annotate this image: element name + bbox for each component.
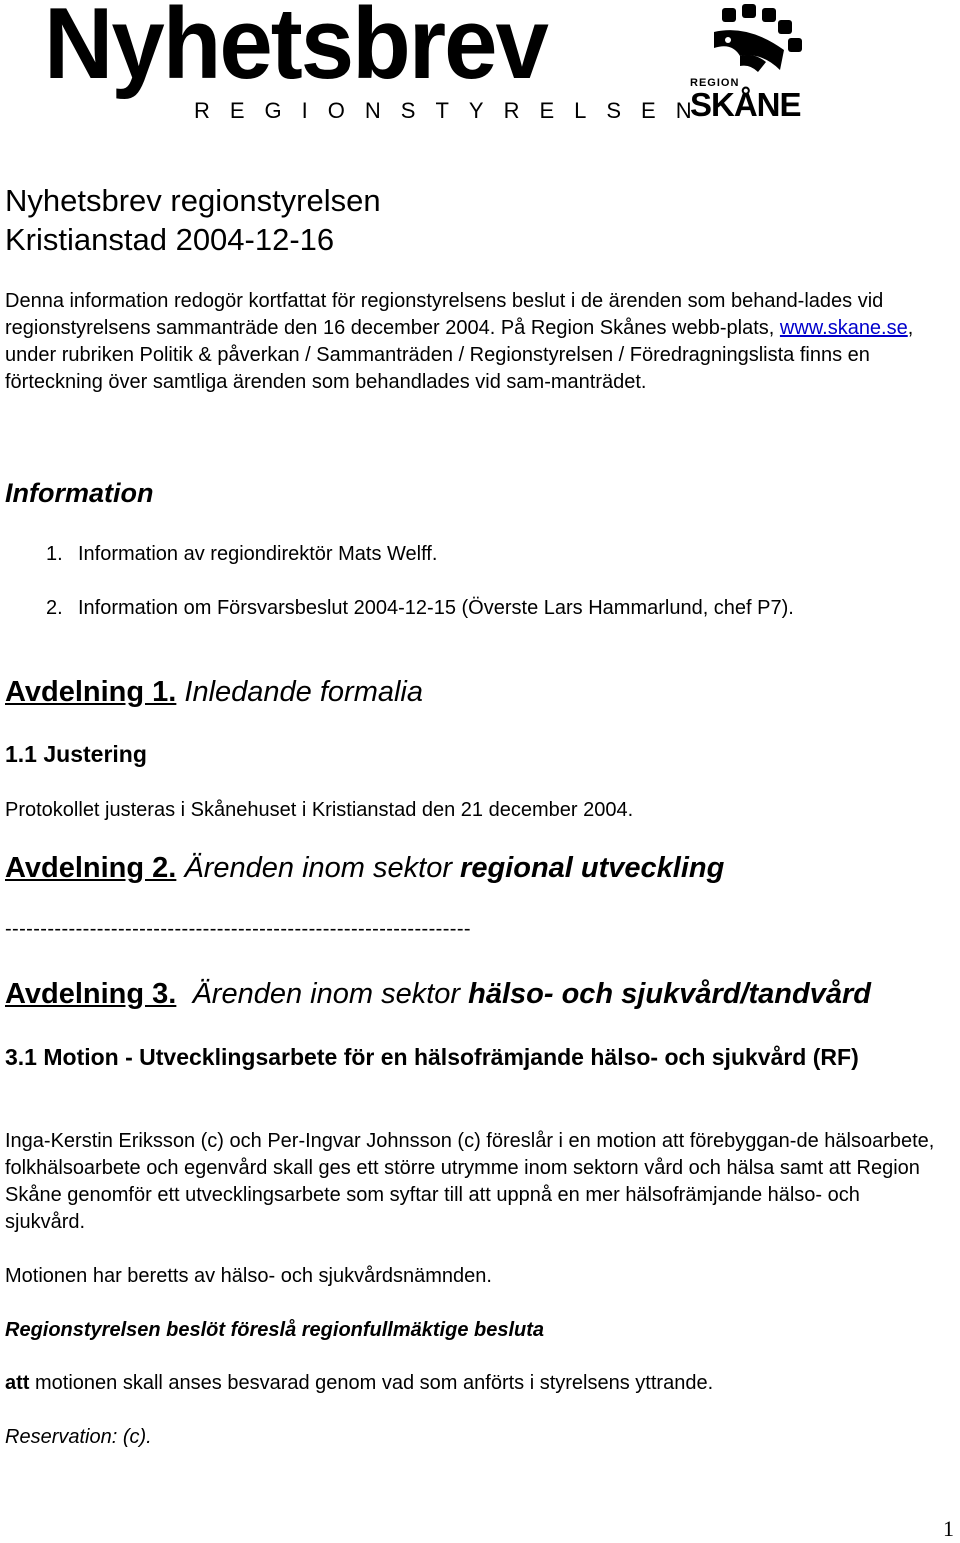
decision-text [5,1370,935,1397]
list-item-number: 2. [46,597,63,619]
list-item-text: Information av regiondirektör Mats Welff. [78,543,438,565]
motion-preparation: Motionen har beretts av hälso- och sjukvårdsnämnden. [5,1265,492,1287]
avdelning-2-label: Avdelning 2. [5,852,177,884]
intro-text-after: , under rubriken Politik & påverkan / Sammanträden / Regionstyrelsen / Föredragningslista finns en förteckning över samtliga ärenden som behandlades vid sam-manträdet. [5,317,914,393]
list-item-number: 1. [46,543,63,565]
intro-paragraph [5,288,945,396]
information-heading: Information [5,478,154,508]
logo-region-text: REGION [690,77,740,89]
list-item [46,543,437,566]
skane-link[interactable]: www.skane.se [779,317,908,339]
motion-paragraph: Inga-Kerstin Eriksson (c) och Per-Ingvar Johnsson (c) föreslår i en motion att förebyggan-de hälsoarbete, folkhälsoarbete och egenvård skall ges ett större utrymme inom sektorn vård och hälsa samt att Region Skåne genomför ett utvecklingsarbete som syftar till att uppnå en mer hälsofrämjande hälso- och sjukvård. [5,1130,935,1233]
avdelning-2-sector: regional utveckling [460,852,725,884]
avdelning-1-title: Inledande formalia [176,676,423,708]
list-item-text: Information om Försvarsbeslut 2004-12-15 (Överste Lars Hammarlund, chef P7). [78,597,794,619]
avdelning-3-heading [5,978,871,1011]
intro-text-before: Denna information redogör kortfattat för regionstyrelsens beslut i de ärenden som behand-lades vid regionstyrelsens sammanträde den 16 december 2004. På Region Skånes webb-plats, [5,290,884,339]
masthead-subtitle: REGIONSTYRELSEN [194,98,712,123]
masthead-title: Nyhetsbrev [44,0,547,101]
page-subtitle: Kristianstad 2004-12-16 [5,222,335,257]
separator-dashes: ------------------------------------------------------------------ [5,918,471,940]
att-word: att [5,1372,30,1394]
avdelning-2-title: Ärenden inom sektor [176,852,461,884]
list-item [46,597,794,620]
avdelning-1-heading [5,676,423,709]
page-title: Nyhetsbrev regionstyrelsen [5,183,381,218]
page-number: 1 [943,1516,954,1541]
motion-heading: 3.1 Motion - Utvecklingsarbete för en hälsofrämjande hälso- och sjukvård (RF) [5,1044,859,1070]
att-text: motionen skall anses besvarad genom vad som anförts i styrelsens yttrande. [29,1372,714,1394]
avdelning-3-sector: hälso- och sjukvård/tandvård [468,978,871,1010]
avdelning-3-label: Avdelning 3. [5,978,177,1010]
avdelning-1-label: Avdelning 1. [5,676,177,708]
avdelning-3-title: Ärenden inom sektor [176,978,469,1010]
justering-heading: 1.1 Justering [5,741,147,767]
reservation-text: Reservation: (c). [5,1426,152,1448]
logo-skane-text: SKÅNE [690,86,801,123]
avdelning-2-heading [5,852,724,885]
justering-text: Protokollet justeras i Skånehuset i Kristianstad den 21 december 2004. [5,799,634,821]
decision-heading: Regionstyrelsen beslöt föreslå regionfullmäktige besluta [5,1319,545,1341]
